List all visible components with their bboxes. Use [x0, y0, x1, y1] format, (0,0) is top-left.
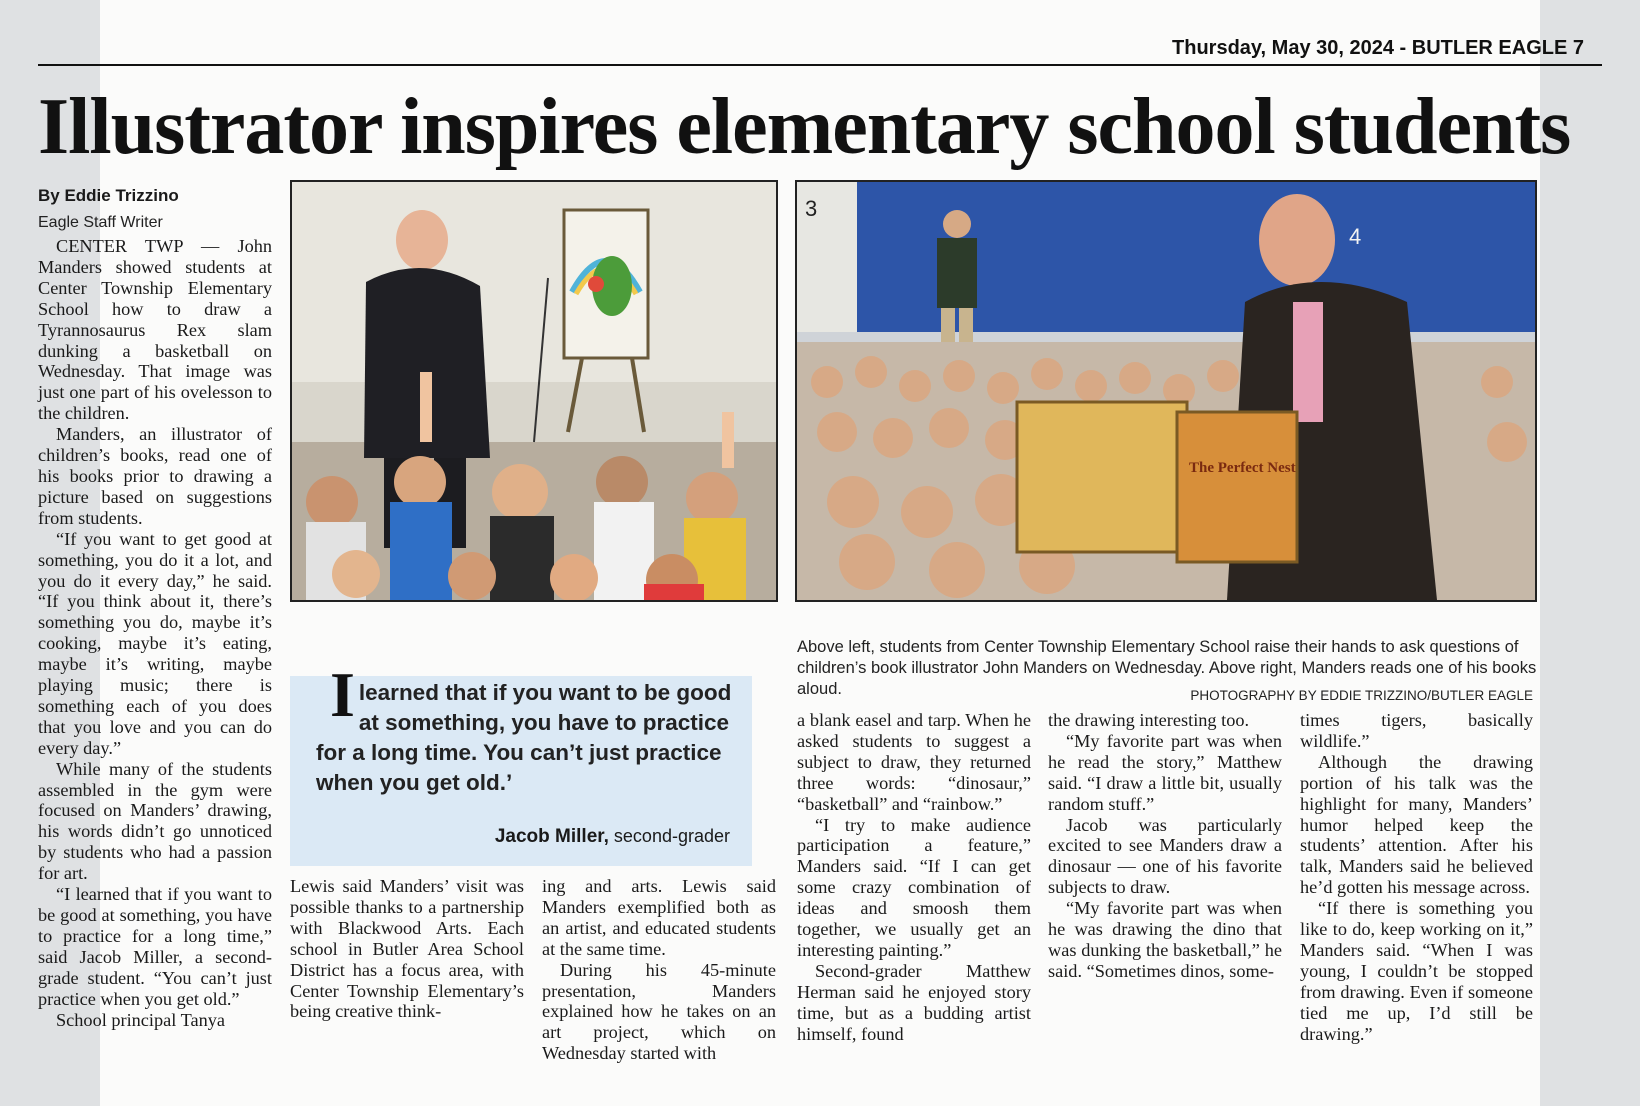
- byline-role: Eagle Staff Writer: [38, 214, 163, 231]
- paragraph: the drawing interesting too.: [1048, 710, 1250, 730]
- paragraph: Manders, an illustrator of children’s books, read one of his books prior to drawing a picture based on suggestions from students.: [38, 424, 272, 528]
- pullquote-title: second-grader: [613, 826, 730, 846]
- photo-caption: Above left, students from Center Township Elementary School raise their hands to ask questions of children’s book illustrator John Manders on Wednesday. Above right, Manders reads one of his books aloud.: [797, 638, 1537, 698]
- paragraph: times tigers, basically wildlife.”: [1300, 710, 1533, 751]
- wall-number-4: 4: [1349, 224, 1362, 249]
- paragraph: “If you want to get good at something, you do it a lot, and you do it every day,” he said. “If you think about it, there’s something you do, maybe it’s cooking, maybe it’s eating, maybe it’s writing, maybe playing music; there is something each of you does that you love and you can do every day.”: [38, 528, 272, 758]
- paragraph: “I try to make audience participation a feature,” Manders said. “If I can get some crazy combination of ideas and smoosh them together, we usually get an interesting painting.”: [797, 814, 1031, 960]
- paragraph: Lewis said Manders’ visit was possible thanks to a partnership with Blackwood Arts. Each school in Butler Area School District has a focus area, with Center Township Elementary’s being creative think-: [290, 876, 524, 1022]
- pullquote-initial: I: [330, 659, 355, 730]
- paragraph: Although the drawing portion of his talk was the highlight for many, Manders’ humor helped keep the students’ attention. After his talk, Manders said he believed he’d gotten his message across.: [1300, 751, 1533, 898]
- photo-right: [795, 180, 1537, 602]
- paragraph: “My favorite part was when he was drawing the dino that was dunking the basketball,” he said. “Sometimes dinos, some-: [1048, 898, 1282, 981]
- pullquote-name: Jacob Miller,: [494, 826, 609, 847]
- paragraph: Jacob was particularly excited to see Manders draw a dinosaur — one of his favorite subjects to draw.: [1048, 814, 1282, 898]
- photo-right-image: [797, 182, 1535, 600]
- paragraph: a blank easel and tarp. When he asked students to suggest a subject to draw, they returned three words: “dinosaur,” “basketball” and “rainbow.”: [797, 710, 1031, 814]
- paragraph: “If there is something you like to do, keep working on it,” Manders said. “When I was young, I couldn’t be stopped from drawing. Even if someone tied me up, I’d still be drawing.”: [1300, 898, 1533, 1044]
- photo-left: [290, 180, 778, 602]
- photo-left-image: [292, 182, 776, 600]
- pullquote-attribution: [495, 826, 730, 848]
- article-column-3: [542, 876, 776, 1064]
- article-column-2: [290, 876, 524, 1022]
- paragraph: Second-grader Matthew Herman said he enjoyed story time, but as a budding artist himself, found: [797, 960, 1031, 1044]
- article-column-4: [797, 710, 1031, 1045]
- paragraph: During his 45-minute presentation, Manders explained how he takes on an art project, which on Wednesday started with: [542, 959, 776, 1064]
- wall-number-3: 3: [805, 196, 818, 221]
- article-column-6: [1300, 710, 1533, 1045]
- pullquote-box: [290, 659, 752, 866]
- pullquote-text: [316, 659, 756, 798]
- paragraph: “I learned that if you want to be good at something, you have to practice for a long time,” said Jacob Miller, a second-grade student. “You can’t just practice when you get old.”: [38, 884, 272, 1009]
- paragraph: “My favorite part was when he read the story,” Matthew said. “I draw a little bit, usually random stuff.”: [1048, 730, 1282, 814]
- headline: Illustrator inspires elementary school students: [38, 83, 1571, 171]
- paragraph: CENTER TWP — John Manders showed students at Center Township Elementary School how to draw a Tyrannosaurus Rex slam dunking a basketball on Wednesday. That image was just one part of his ovelesson to the children.: [38, 236, 272, 424]
- book-title: The Perfect Nest: [1189, 460, 1296, 476]
- article-column-5: [1048, 710, 1282, 982]
- photo-credit: PHOTOGRAPHY BY EDDIE TRIZZINO/BUTLER EAGLE: [1190, 688, 1533, 703]
- pullquote-body: learned that if you want to be good at something, you have to practice for a long time. You can’t just practice when you get old.’: [316, 680, 732, 795]
- article-column-1: [38, 236, 272, 1030]
- byline-author: By Eddie Trizzino: [38, 186, 179, 205]
- paragraph: While many of the students assembled in the gym were focused on Manders’ drawing, his words didn’t go unnoticed by students who had a passion for art.: [38, 758, 272, 884]
- header-rule: [38, 64, 1602, 66]
- paragraph: ing and arts. Lewis said Manders exemplified both as an artist, and educated students at the same time.: [542, 876, 776, 959]
- page-folio: Thursday, May 30, 2024 - BUTLER EAGLE 7: [1172, 37, 1584, 59]
- paragraph: School principal Tanya: [56, 1009, 225, 1030]
